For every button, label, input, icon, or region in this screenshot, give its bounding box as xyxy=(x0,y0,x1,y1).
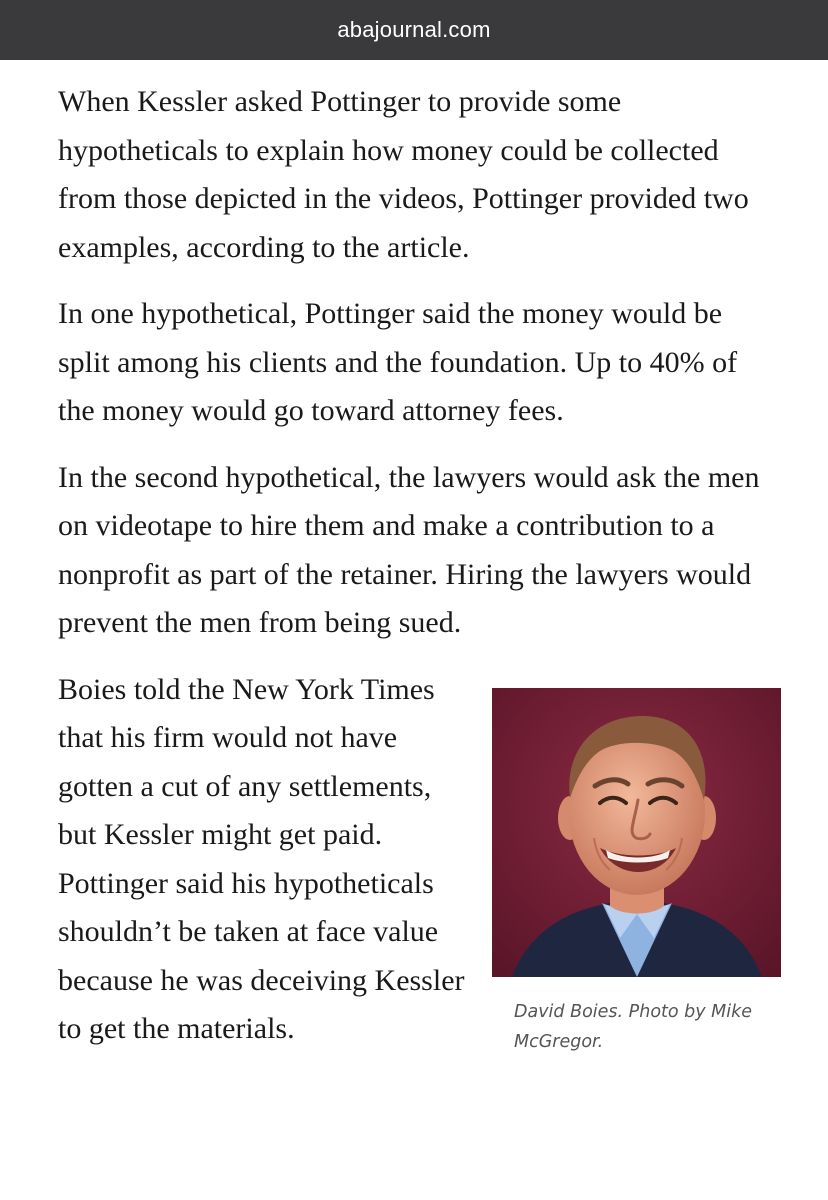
portrait-photo[interactable] xyxy=(492,688,781,977)
article-paragraph: In the second hypothetical, the lawyers would ask the men on videotape to hire them and make a contribution to a nonprofit as part of the retainer. Hiring the lawyers would prevent the men from being sued. xyxy=(58,460,760,639)
article-figure xyxy=(492,688,782,1057)
photo-caption: David Boies. Photo by Mike McGregor. xyxy=(514,1001,753,1052)
url-text[interactable]: abajournal.com xyxy=(337,17,491,42)
article-paragraph: Boies told the New York Times that his firm would not have gotten a cut of any settlements, but Kessler might get paid. Pottinger said his hypotheticals shouldn’t be taken at face value because he was deceiving Kessler to get the materials. xyxy=(58,672,465,1045)
browser-url-bar[interactable] xyxy=(0,0,828,60)
article-paragraph: When Kessler asked Pottinger to provide some hypotheticals to explain how money could be collected from those depicted in the videos, Pottinger provided two examples, according to the article. xyxy=(58,85,749,264)
article-body xyxy=(58,78,780,1072)
article-paragraph: In one hypothetical, Pottinger said the money would be split among his clients and the foundation. Up to 40% of the money would go toward attorney fees. xyxy=(58,297,738,427)
